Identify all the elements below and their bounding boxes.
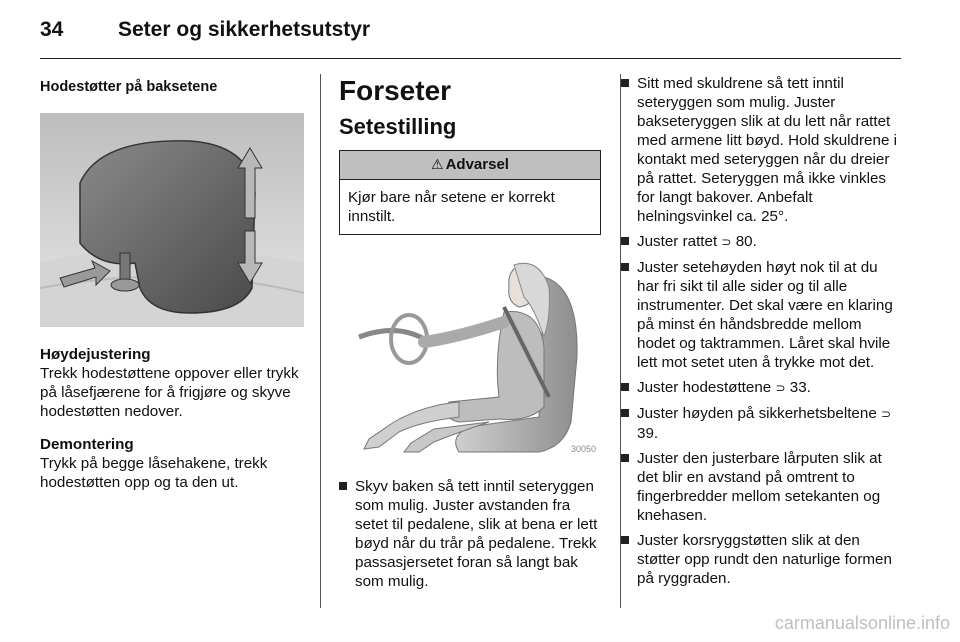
arrow-reference-icon: ⊃ bbox=[881, 407, 892, 421]
list-item-text: Juster hodestøttene bbox=[637, 379, 772, 396]
warning-text: Kjør bare når setene er korrekt innstilt. bbox=[348, 189, 555, 225]
page-reference[interactable]: 33. bbox=[789, 379, 811, 396]
list-item-text: Juster rattet bbox=[637, 233, 718, 250]
list-item bbox=[621, 232, 903, 252]
bullet-square-icon bbox=[621, 454, 629, 462]
page-reference[interactable]: 39. bbox=[637, 425, 659, 442]
list-item-text: Juster korsryggstøtten slik at den støtter opp rundt den naturlige formen på ryggraden. bbox=[637, 532, 892, 587]
list-item-text: Sitt med skuldrene så tett inntil seteryggen som mulig. Juster bakseteryggen slik at du lett når rattet med armene litt bøyd. Hold skuldrene i kontakt med seteryggen når du dreier på rattet. Seteryggen må ikke vinkles for langt bakover. Anbefalt helningsvinkel ca. 25°. bbox=[637, 75, 897, 225]
arrow-reference-icon: ⊃ bbox=[775, 381, 786, 395]
warning-triangle-icon: ⚠ bbox=[431, 156, 444, 172]
list-item bbox=[621, 531, 903, 588]
bullet-square-icon bbox=[621, 383, 629, 391]
list-item bbox=[621, 404, 903, 443]
section-title: Demontering bbox=[40, 436, 134, 453]
bullet-square-icon bbox=[621, 263, 629, 271]
page-header bbox=[40, 18, 920, 58]
bullet-square-icon bbox=[621, 409, 629, 417]
list-item bbox=[621, 258, 903, 372]
list-item bbox=[621, 449, 903, 525]
list-item bbox=[621, 378, 903, 398]
page-number: 34 bbox=[40, 18, 64, 41]
list-item bbox=[621, 74, 903, 226]
bullet-square-icon bbox=[621, 536, 629, 544]
watermark: carmanualsonline.info bbox=[774, 613, 950, 633]
warning-box bbox=[339, 150, 601, 235]
bullet-square-icon bbox=[621, 79, 629, 87]
list-item-text: Skyv baken så tett inntil seteryggen som mulig. Juster avstanden fra setet til pedalene, slik at bena er lett bøyd når du trår på pedalene. Trekk passasjersetet foran så langt bak som mulig. bbox=[355, 478, 598, 590]
section-removal bbox=[40, 435, 304, 492]
arrow-reference-icon: ⊃ bbox=[721, 235, 732, 249]
section-height-adjust bbox=[40, 345, 304, 421]
header-divider bbox=[40, 58, 901, 59]
section-text: Trykk på begge låsehakene, trekk hodestøtten opp og ta den ut. bbox=[40, 455, 268, 491]
list-item-text: Juster høyden på sikkerhetsbeltene bbox=[637, 405, 877, 422]
driver-seat-drawing bbox=[339, 247, 601, 459]
bullet-list bbox=[339, 477, 603, 591]
section-subhead: Hodestøtter på baksetene bbox=[40, 79, 218, 95]
page-reference[interactable]: 80. bbox=[735, 233, 757, 250]
column-divider-1 bbox=[320, 74, 321, 608]
list-item bbox=[339, 477, 603, 591]
headrest-illustration bbox=[40, 113, 304, 327]
section-title: Høydejustering bbox=[40, 346, 151, 363]
list-item-text: Juster den justerbare lårputen slik at det blir en avstand på omtrent to fingerbredder mellom setekanten og knehasen. bbox=[637, 450, 882, 524]
section-heading: Setestilling bbox=[339, 114, 457, 139]
warning-header bbox=[340, 151, 600, 180]
bullet-list bbox=[621, 74, 903, 588]
chapter-heading: Forseter bbox=[339, 75, 452, 106]
page-title: Seter og sikkerhetsutstyr bbox=[118, 18, 371, 41]
figure-code: 30050 bbox=[571, 444, 597, 454]
list-item-text: Juster setehøyden høyt nok til at du har fri sikt til alle sider og til alle instrumenter. Det skal være en klaring på minst én håndsbredde mellom hodet og taktrammen. Låret skal hvile lett mot setet uten å trykke mot det. bbox=[637, 259, 893, 371]
bullet-square-icon bbox=[621, 237, 629, 245]
column-right bbox=[621, 74, 903, 594]
warning-title: Advarsel bbox=[445, 156, 509, 173]
column-middle bbox=[339, 74, 603, 597]
headrest-drawing bbox=[40, 113, 304, 327]
section-text: Trekk hodestøttene oppover eller trykk på låsefjærene for å frigjøre og skyve hodestøtten nedover. bbox=[40, 365, 299, 420]
bullet-square-icon bbox=[339, 482, 347, 490]
seat-position-illustration bbox=[339, 247, 601, 459]
column-left bbox=[40, 74, 304, 506]
